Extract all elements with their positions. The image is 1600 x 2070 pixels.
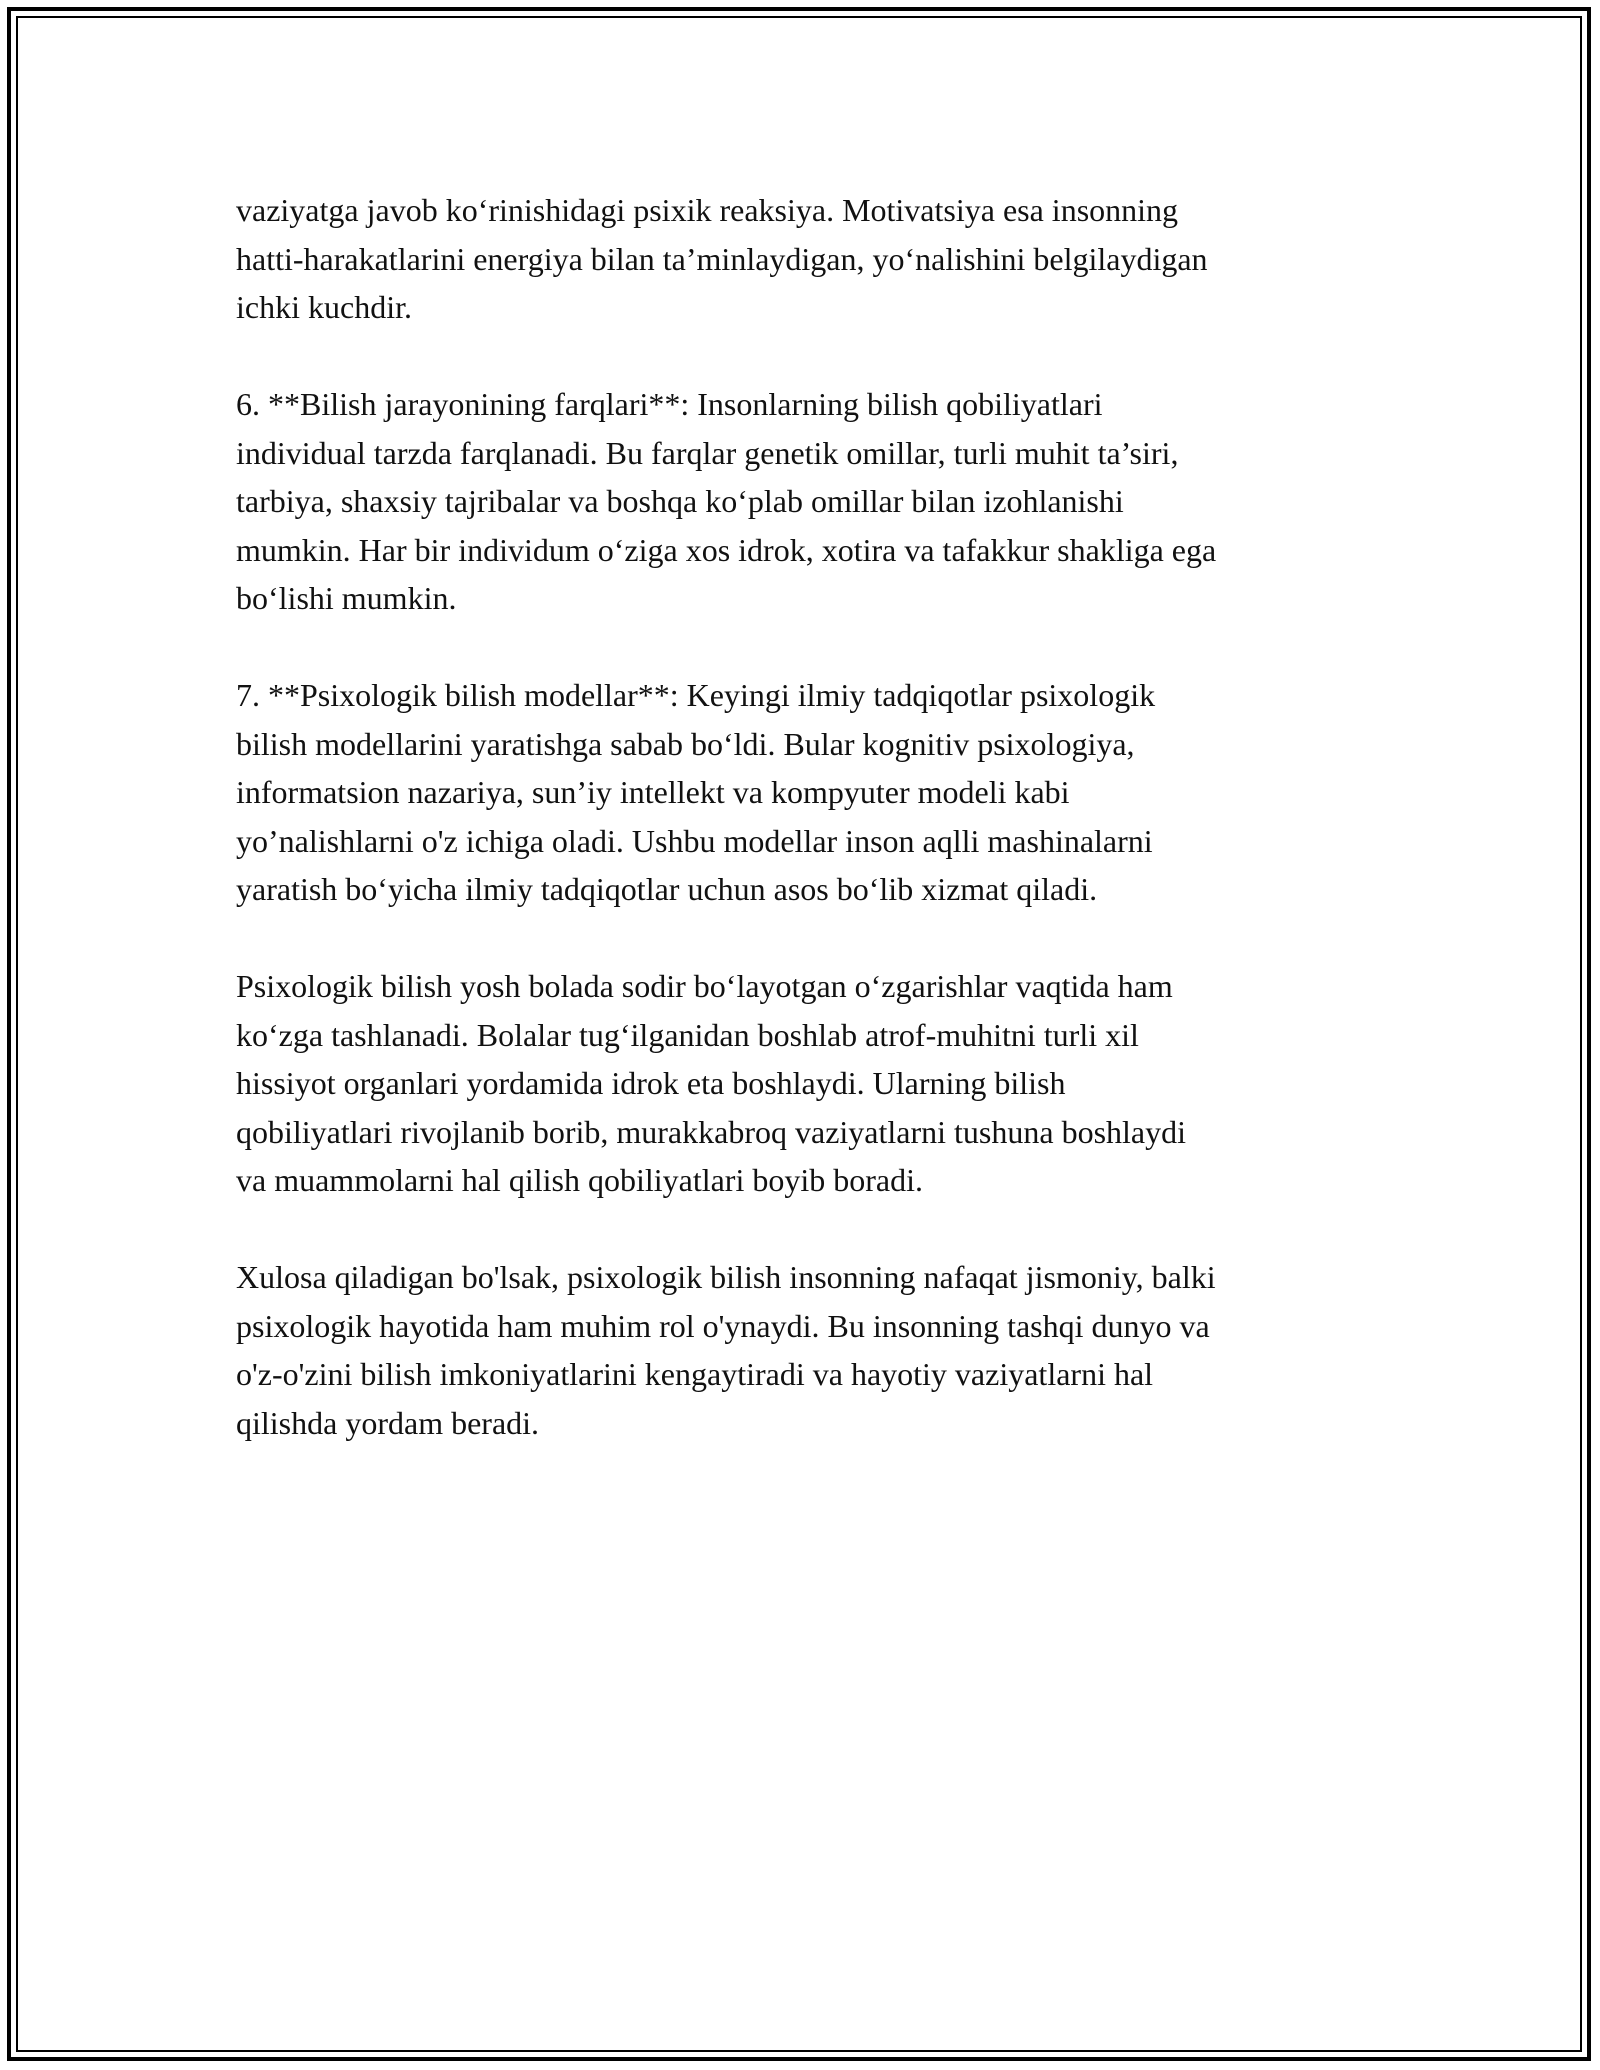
text-line: hatti-harakatlarini energiya bilan ta’minlaydigan, yo‘nalishini belgilaydigan <box>236 240 1208 277</box>
text-line: yo’nalishlarni o'z ichiga oladi. Ushbu modellar inson aqlli mashinalarni <box>236 822 1153 859</box>
paragraph-item-6 <box>236 380 1366 623</box>
text-line: qilishda yordam beradi. <box>236 1404 540 1441</box>
text-line: 6. **Bilish jarayonining farqlari**: Insonlarning bilish qobiliyatlari <box>236 386 1103 422</box>
text-line: mumkin. Har bir individum o‘ziga xos idrok, xotira va tafakkur shakliga ega <box>236 531 1217 568</box>
text-line: hissiyot organlari yordamida idrok eta boshlaydi. Ularning bilish <box>236 1065 1066 1101</box>
paragraph-motivation <box>236 186 1366 332</box>
text-line: ichki kuchdir. <box>236 289 412 325</box>
text-line: vaziyatga javob ko‘rinishidagi psixik reaksiya. Motivatsiya esa insonning <box>236 192 1179 228</box>
text-line: Xulosa qiladigan bo'lsak, psixologik bilish insonning nafaqat jismoniy, balki <box>236 1259 1216 1295</box>
text-line: tarbiya, shaxsiy tajribalar va boshqa ko‘plab omillar bilan izohlanishi <box>236 483 1124 519</box>
text-line: o'z-o'zini bilish imkoniyatlarini kengaytiradi va hayotiy vaziyatlarni hal <box>236 1356 1154 1392</box>
text-line: va muammolarni hal qilish qobiliyatlari boyib boradi. <box>236 1162 923 1198</box>
text-line: Psixologik bilish yosh bolada sodir bo‘layotgan o‘zgarishlar vaqtida ham <box>236 968 1173 1004</box>
text-line: qobiliyatlari rivojlanib borib, murakkabroq vaziyatlarni tushuna boshlaydi <box>236 1113 1186 1150</box>
text-line: yaratish bo‘yicha ilmiy tadqiqotlar uchun asos bo‘lib xizmat qiladi. <box>236 871 1098 907</box>
text-line: ko‘zga tashlanadi. Bolalar tug‘ilganidan boshlab atrof-muhitni turli xil <box>236 1016 1139 1053</box>
paragraph-conclusion <box>236 1253 1366 1447</box>
paragraph-child-development <box>236 962 1366 1205</box>
text-line: informatsion nazariya, sun’iy intellekt va kompyuter modeli kabi <box>236 774 1070 810</box>
text-line: 7. **Psixologik bilish modellar**: Keyingi ilmiy tadqiqotlar psixologik <box>236 677 1156 713</box>
text-line: bilish modellarini yaratishga sabab bo‘ldi. Bular kognitiv psixologiya, <box>236 725 1135 762</box>
text-line: bo‘lishi mumkin. <box>236 580 457 616</box>
text-line: psixologik hayotida ham muhim rol o'ynaydi. Bu insonning tashqi dunyo va <box>236 1307 1210 1344</box>
text-line: individual tarzda farqlanadi. Bu farqlar genetik omillar, turli muhit ta’siri, <box>236 434 1179 471</box>
paragraph-item-7 <box>236 671 1366 914</box>
document-body <box>236 186 1366 1496</box>
